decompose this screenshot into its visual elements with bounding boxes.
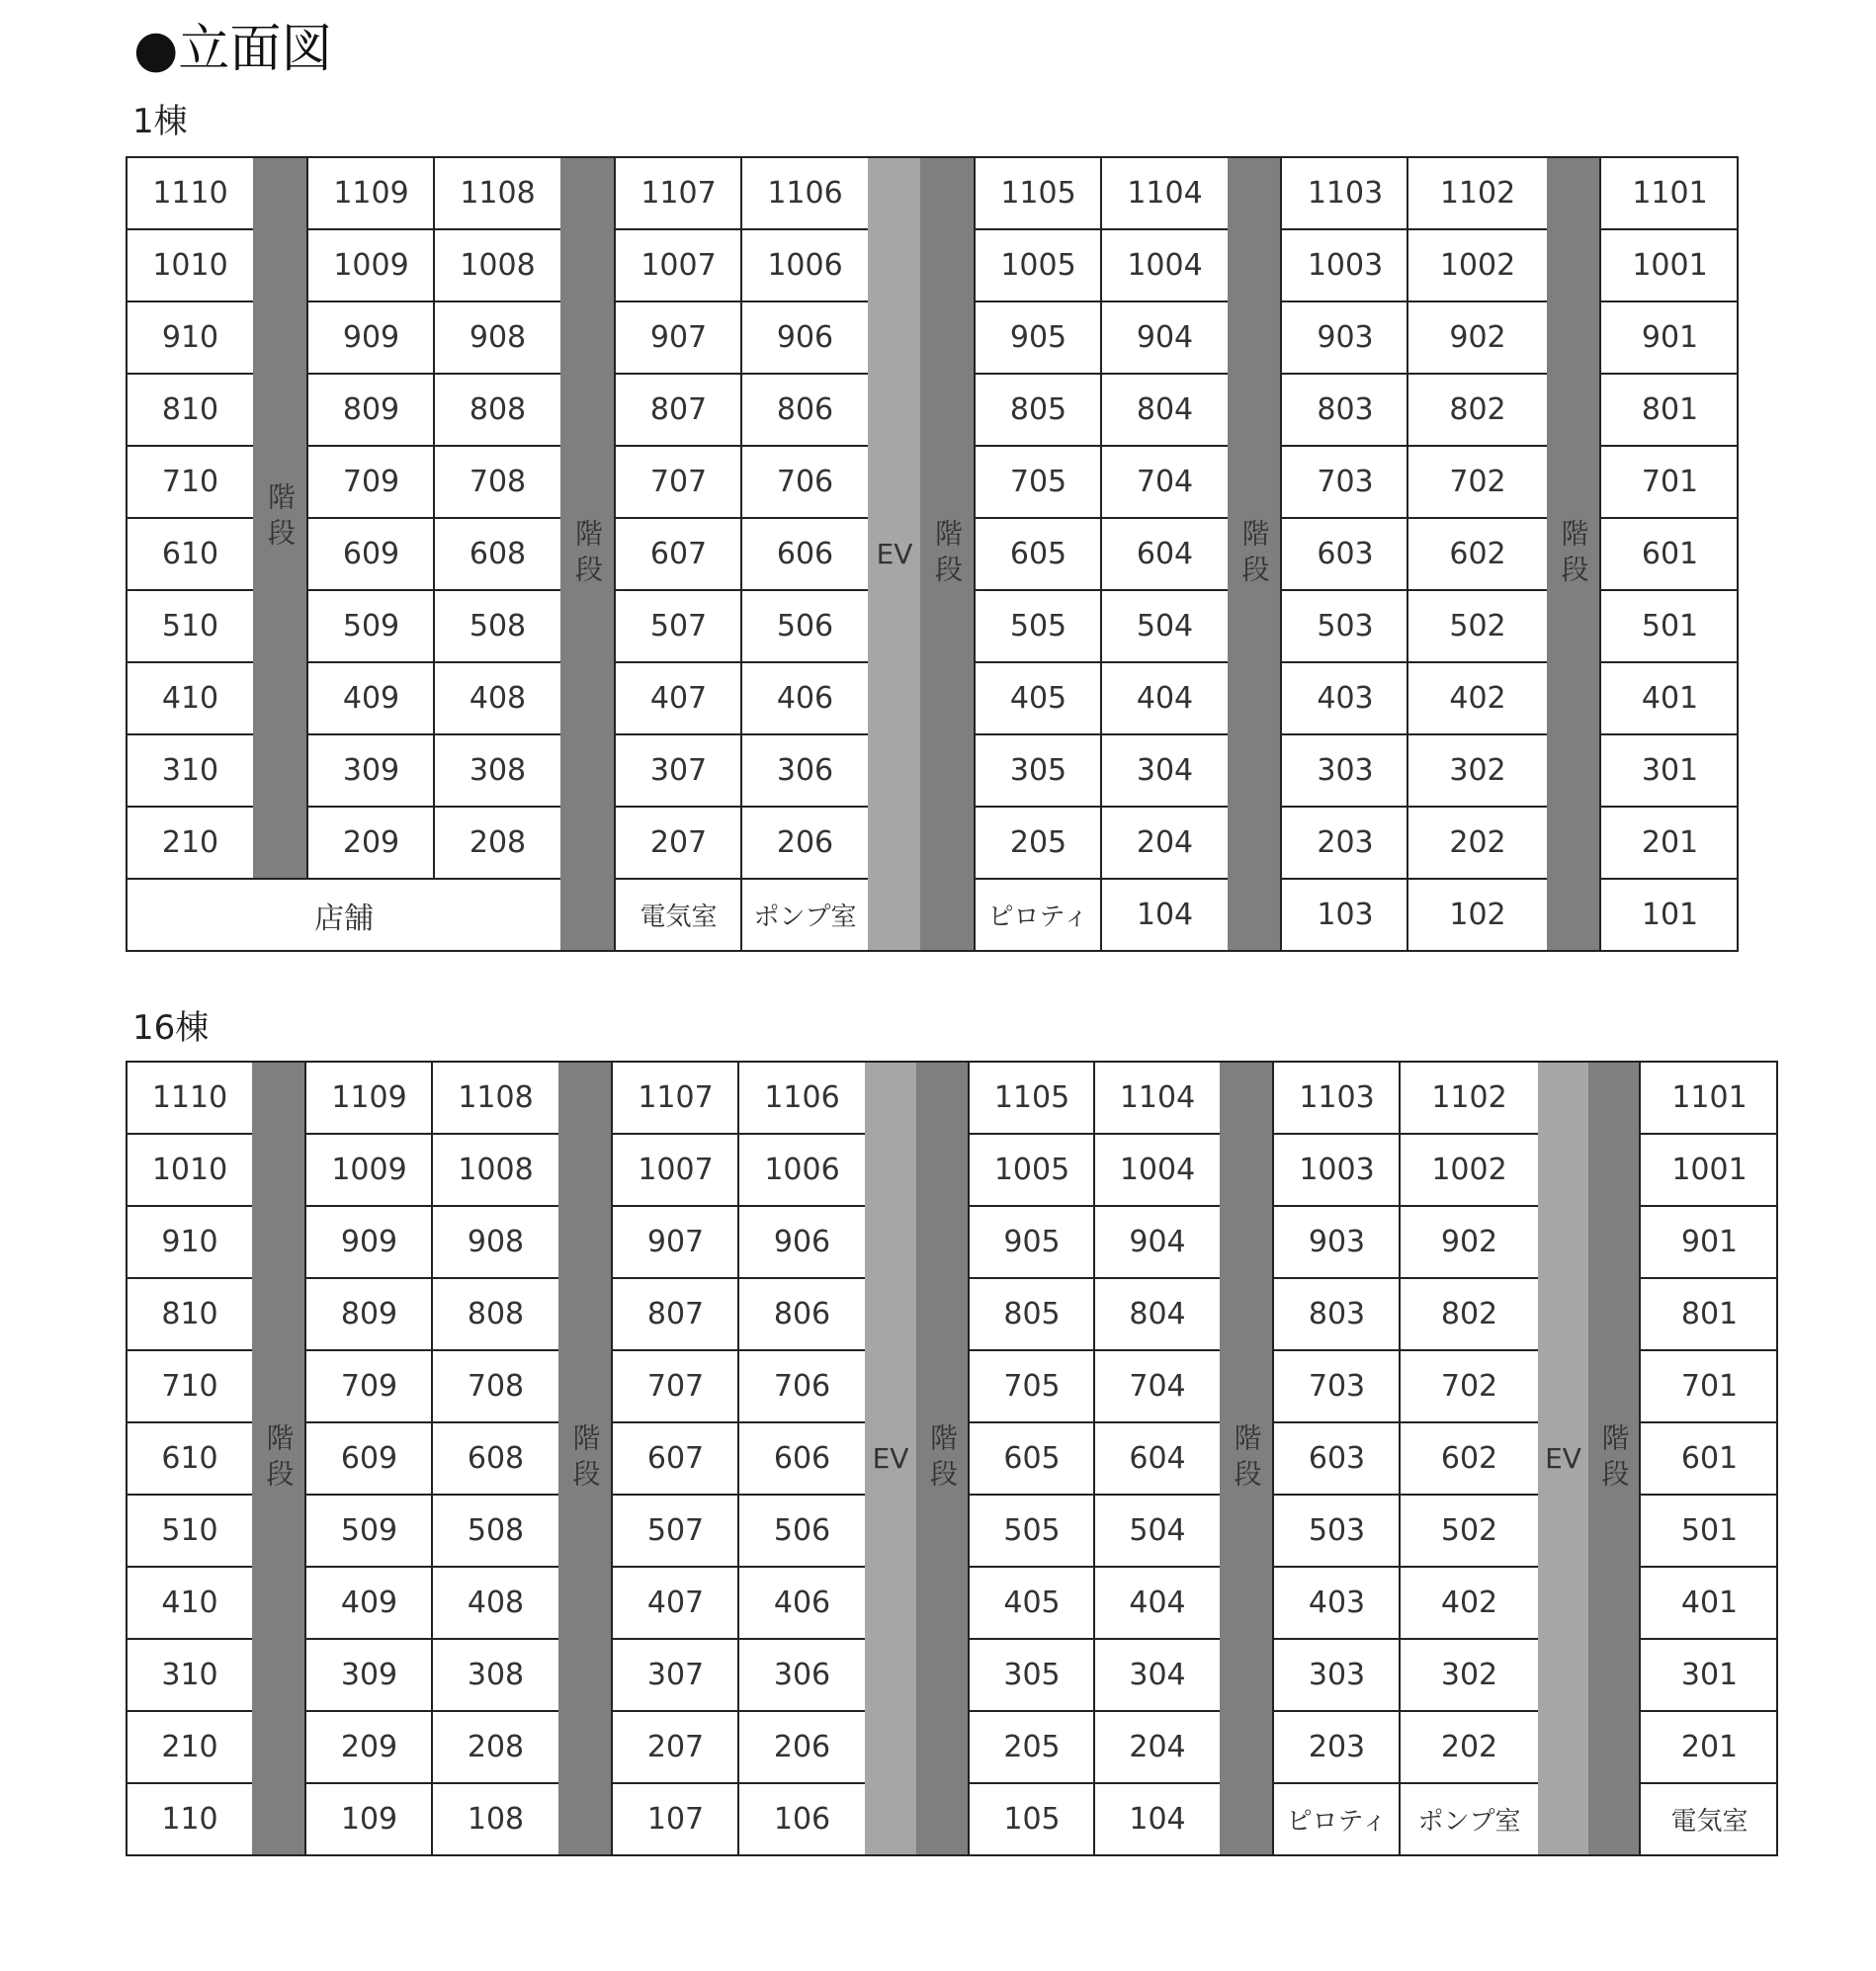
stair-label: 階段	[264, 482, 297, 554]
unit-cell: 1106	[740, 156, 868, 228]
unit-cell: 1009	[306, 228, 434, 300]
unit-cell: 1004	[1093, 1133, 1220, 1205]
unit-cell: 1107	[614, 156, 741, 228]
unit-cell: 608	[433, 517, 560, 589]
stair-label: 階段	[1557, 518, 1590, 590]
unit-cell: 103	[1280, 878, 1408, 950]
unit-cell: 1007	[611, 1133, 738, 1205]
unit-cell: 1002	[1407, 228, 1547, 300]
unit-cell: 505	[974, 589, 1101, 661]
unit-cell: 109	[304, 1782, 432, 1854]
unit-cell: 1101	[1639, 1061, 1778, 1133]
unit-cell: ピロティ	[1272, 1782, 1400, 1854]
unit-cell: 707	[611, 1349, 738, 1421]
unit-cell: 408	[433, 661, 560, 733]
unit-cell: 1001	[1599, 228, 1739, 300]
unit-cell: 405	[968, 1566, 1094, 1638]
unit-cell: 504	[1100, 589, 1228, 661]
unit-cell: 603	[1272, 1421, 1400, 1494]
unit-cell: 502	[1399, 1494, 1538, 1566]
unit-cell: 1007	[614, 228, 741, 300]
unit-cell: 807	[611, 1277, 738, 1349]
stair-shaft	[560, 156, 614, 952]
elevator-label: EV	[876, 537, 913, 570]
unit-cell: 305	[974, 733, 1101, 806]
unit-cell: 804	[1093, 1277, 1220, 1349]
unit-cell: 208	[433, 806, 560, 878]
unit-cell: 401	[1639, 1566, 1778, 1638]
elevator-label: EV	[872, 1441, 909, 1475]
unit-cell: 709	[306, 445, 434, 517]
unit-cell: 605	[974, 517, 1101, 589]
unit-cell: 1008	[433, 228, 560, 300]
stair-label: 階段	[262, 1422, 296, 1495]
unit-cell: 1003	[1272, 1133, 1400, 1205]
unit-cell: 301	[1639, 1638, 1778, 1710]
stair-label: 階段	[571, 518, 604, 590]
unit-cell: 710	[126, 1349, 252, 1421]
unit-cell: 808	[433, 373, 560, 445]
unit-cell: 410	[126, 661, 253, 733]
unit-cell: 1104	[1100, 156, 1228, 228]
unit-cell: 606	[737, 1421, 865, 1494]
unit-cell: 208	[431, 1710, 558, 1782]
unit-cell: 607	[614, 517, 741, 589]
unit-cell: 305	[968, 1638, 1094, 1710]
unit-cell: 1006	[740, 228, 868, 300]
unit-cell: 803	[1280, 373, 1408, 445]
unit-cell: 802	[1407, 373, 1547, 445]
unit-cell: 602	[1399, 1421, 1538, 1494]
unit-cell: 604	[1093, 1421, 1220, 1494]
unit-cell: 808	[431, 1277, 558, 1349]
unit-cell: 710	[126, 445, 253, 517]
unit-cell: 308	[431, 1638, 558, 1710]
unit-cell: 1010	[126, 228, 253, 300]
unit-cell: 904	[1100, 300, 1228, 373]
unit-cell: 1009	[304, 1133, 432, 1205]
unit-cell: 805	[974, 373, 1101, 445]
unit-cell: 402	[1407, 661, 1547, 733]
unit-cell: 306	[737, 1638, 865, 1710]
unit-cell: 609	[304, 1421, 432, 1494]
unit-cell: 602	[1407, 517, 1547, 589]
unit-cell: 903	[1272, 1205, 1400, 1277]
unit-cell: 102	[1407, 878, 1547, 950]
unit-cell: 606	[740, 517, 868, 589]
unit-cell: 1005	[968, 1133, 1094, 1205]
unit-cell: 404	[1093, 1566, 1220, 1638]
unit-cell: 106	[737, 1782, 865, 1854]
unit-cell: 1103	[1272, 1061, 1400, 1133]
unit-cell: 503	[1280, 589, 1408, 661]
unit-cell: 507	[614, 589, 741, 661]
unit-cell: 709	[304, 1349, 432, 1421]
unit-cell: 807	[614, 373, 741, 445]
unit-cell: 610	[126, 1421, 252, 1494]
unit-cell: ポンプ室	[1399, 1782, 1538, 1854]
unit-cell: 904	[1093, 1205, 1220, 1277]
unit-cell: 407	[614, 661, 741, 733]
unit-cell: 705	[974, 445, 1101, 517]
unit-cell: 107	[611, 1782, 738, 1854]
unit-cell: 906	[740, 300, 868, 373]
unit-cell: 804	[1100, 373, 1228, 445]
unit-cell: 704	[1100, 445, 1228, 517]
unit-cell: 504	[1093, 1494, 1220, 1566]
unit-cell: 205	[974, 806, 1101, 878]
unit-cell: 703	[1280, 445, 1408, 517]
unit-cell: 509	[304, 1494, 432, 1566]
unit-cell: 1002	[1399, 1133, 1538, 1205]
unit-cell: 801	[1639, 1277, 1778, 1349]
unit-cell: 604	[1100, 517, 1228, 589]
unit-cell: 110	[126, 1782, 252, 1854]
unit-cell: 1109	[304, 1061, 432, 1133]
unit-cell: 809	[304, 1277, 432, 1349]
unit-cell: 206	[740, 806, 868, 878]
unit-cell: 608	[431, 1421, 558, 1494]
unit-cell: 903	[1280, 300, 1408, 373]
unit-cell: 210	[126, 806, 253, 878]
unit-cell: 703	[1272, 1349, 1400, 1421]
unit-cell: 1103	[1280, 156, 1408, 228]
unit-cell: 702	[1407, 445, 1547, 517]
unit-cell: 201	[1639, 1710, 1778, 1782]
unit-cell: 506	[740, 589, 868, 661]
unit-cell: 503	[1272, 1494, 1400, 1566]
unit-cell: 509	[306, 589, 434, 661]
unit-cell: 508	[431, 1494, 558, 1566]
unit-cell: 501	[1599, 589, 1739, 661]
unit-cell: 1102	[1399, 1061, 1538, 1133]
unit-cell: 402	[1399, 1566, 1538, 1638]
unit-cell: 203	[1272, 1710, 1400, 1782]
building-1-elevation-grid	[126, 156, 1739, 952]
unit-cell: 508	[433, 589, 560, 661]
stair-label: 階段	[1230, 1422, 1263, 1495]
unit-cell: 1108	[433, 156, 560, 228]
elevator-label: EV	[1545, 1441, 1581, 1475]
unit-cell: 204	[1100, 806, 1228, 878]
unit-cell: 1108	[431, 1061, 558, 1133]
unit-cell: 306	[740, 733, 868, 806]
unit-cell: 908	[433, 300, 560, 373]
unit-cell: 803	[1272, 1277, 1400, 1349]
unit-cell: 1010	[126, 1133, 252, 1205]
unit-cell: 310	[126, 1638, 252, 1710]
unit-cell: 207	[614, 806, 741, 878]
unit-cell: 905	[974, 300, 1101, 373]
unit-cell: 704	[1093, 1349, 1220, 1421]
electrical-room-cell: 電気室	[614, 878, 741, 950]
unit-cell: 307	[611, 1638, 738, 1710]
unit-cell: 104	[1093, 1782, 1220, 1854]
unit-cell: 1005	[974, 228, 1101, 300]
unit-cell: 406	[737, 1566, 865, 1638]
stair-label: 階段	[568, 1422, 602, 1495]
unit-cell: 1104	[1093, 1061, 1220, 1133]
unit-cell: 507	[611, 1494, 738, 1566]
unit-cell: 806	[740, 373, 868, 445]
unit-cell: 309	[306, 733, 434, 806]
unit-cell: 407	[611, 1566, 738, 1638]
unit-cell: 202	[1399, 1710, 1538, 1782]
building-16-elevation-grid	[126, 1061, 1778, 1856]
unit-cell: 702	[1399, 1349, 1538, 1421]
unit-cell: 101	[1599, 878, 1739, 950]
stair-shaft	[1220, 1061, 1272, 1856]
unit-cell: 607	[611, 1421, 738, 1494]
elevator-shaft	[1538, 1061, 1588, 1856]
unit-cell: 303	[1272, 1638, 1400, 1710]
building-1-label: 1棟	[132, 102, 188, 141]
unit-cell: 609	[306, 517, 434, 589]
unit-cell: 408	[431, 1566, 558, 1638]
unit-cell: 1001	[1639, 1133, 1778, 1205]
unit-cell: 708	[433, 445, 560, 517]
unit-cell: 309	[304, 1638, 432, 1710]
unit-cell: 1110	[126, 156, 253, 228]
unit-cell: 1106	[737, 1061, 865, 1133]
unit-cell: 1004	[1100, 228, 1228, 300]
stair-label: 階段	[931, 518, 964, 590]
unit-cell: 403	[1272, 1566, 1400, 1638]
unit-cell: 210	[126, 1710, 252, 1782]
stair-label: 階段	[1597, 1422, 1631, 1495]
unit-cell: 605	[968, 1421, 1094, 1494]
pump-room-cell: ポンプ室	[740, 878, 868, 950]
unit-cell: 1105	[974, 156, 1101, 228]
unit-cell: 1105	[968, 1061, 1094, 1133]
unit-cell: 706	[737, 1349, 865, 1421]
unit-cell: 203	[1280, 806, 1408, 878]
unit-cell: 1003	[1280, 228, 1408, 300]
unit-cell: 406	[740, 661, 868, 733]
stair-shaft	[1547, 156, 1599, 952]
unit-cell: 303	[1280, 733, 1408, 806]
stair-shaft	[916, 1061, 968, 1856]
unit-cell: 601	[1599, 517, 1739, 589]
unit-cell: 805	[968, 1277, 1094, 1349]
unit-cell: 907	[611, 1205, 738, 1277]
unit-cell: 205	[968, 1710, 1094, 1782]
stair-shaft	[558, 1061, 611, 1856]
unit-cell: 906	[737, 1205, 865, 1277]
page-title: ●立面図	[133, 20, 333, 79]
unit-cell: 801	[1599, 373, 1739, 445]
unit-cell: 510	[126, 589, 253, 661]
elevator-shaft	[865, 1061, 916, 1856]
unit-cell: 603	[1280, 517, 1408, 589]
unit-cell: 905	[968, 1205, 1094, 1277]
unit-cell: 1102	[1407, 156, 1547, 228]
unit-cell: 506	[737, 1494, 865, 1566]
unit-cell: 206	[737, 1710, 865, 1782]
unit-cell: 207	[611, 1710, 738, 1782]
stair-label: 階段	[926, 1422, 959, 1495]
unit-cell: 705	[968, 1349, 1094, 1421]
unit-cell: 301	[1599, 733, 1739, 806]
unit-cell: 304	[1093, 1638, 1220, 1710]
unit-cell: 901	[1599, 300, 1739, 373]
stair-label: 階段	[1237, 518, 1271, 590]
stair-shaft	[1228, 156, 1280, 952]
unit-cell: 105	[968, 1782, 1094, 1854]
unit-cell: 310	[126, 733, 253, 806]
unit-cell: 810	[126, 373, 253, 445]
unit-cell: 電気室	[1639, 1782, 1778, 1854]
unit-cell: 108	[431, 1782, 558, 1854]
unit-cell: 1101	[1599, 156, 1739, 228]
unit-cell: 809	[306, 373, 434, 445]
unit-cell: 908	[431, 1205, 558, 1277]
unit-cell: 701	[1599, 445, 1739, 517]
elevator-shaft	[868, 156, 921, 952]
unit-cell: 302	[1399, 1638, 1538, 1710]
unit-cell: 410	[126, 1566, 252, 1638]
unit-cell: 202	[1407, 806, 1547, 878]
building-16-label: 16棟	[132, 1008, 210, 1048]
unit-cell: 907	[614, 300, 741, 373]
unit-cell: 308	[433, 733, 560, 806]
unit-cell: 204	[1093, 1710, 1220, 1782]
unit-cell: 1008	[431, 1133, 558, 1205]
unit-cell: 401	[1599, 661, 1739, 733]
unit-cell: 405	[974, 661, 1101, 733]
unit-cell: 708	[431, 1349, 558, 1421]
unit-cell: 209	[304, 1710, 432, 1782]
unit-cell: 409	[306, 661, 434, 733]
unit-cell: 902	[1407, 300, 1547, 373]
unit-cell: 707	[614, 445, 741, 517]
unit-cell: 902	[1399, 1205, 1538, 1277]
shop-cell: 店舗	[126, 878, 560, 950]
unit-cell: 909	[306, 300, 434, 373]
piloti-cell: ピロティ	[974, 878, 1101, 950]
unit-cell: 302	[1407, 733, 1547, 806]
unit-cell: 201	[1599, 806, 1739, 878]
unit-cell: 910	[126, 300, 253, 373]
unit-cell: 502	[1407, 589, 1547, 661]
unit-cell: 510	[126, 1494, 252, 1566]
unit-cell: 706	[740, 445, 868, 517]
unit-cell: 209	[306, 806, 434, 878]
unit-cell: 409	[304, 1566, 432, 1638]
unit-cell: 501	[1639, 1494, 1778, 1566]
unit-cell: 610	[126, 517, 253, 589]
unit-cell: 1110	[126, 1061, 252, 1133]
unit-cell: 304	[1100, 733, 1228, 806]
unit-cell: 910	[126, 1205, 252, 1277]
unit-cell: 601	[1639, 1421, 1778, 1494]
unit-cell: 307	[614, 733, 741, 806]
unit-cell: 104	[1100, 878, 1228, 950]
unit-cell: 909	[304, 1205, 432, 1277]
unit-cell: 403	[1280, 661, 1408, 733]
unit-cell: 701	[1639, 1349, 1778, 1421]
stair-shaft	[253, 156, 306, 880]
stair-shaft	[1588, 1061, 1639, 1856]
stair-shaft	[920, 156, 974, 952]
unit-cell: 1107	[611, 1061, 738, 1133]
unit-cell: 810	[126, 1277, 252, 1349]
stair-shaft	[252, 1061, 304, 1856]
unit-cell: 901	[1639, 1205, 1778, 1277]
unit-cell: 404	[1100, 661, 1228, 733]
unit-cell: 1006	[737, 1133, 865, 1205]
unit-cell: 806	[737, 1277, 865, 1349]
unit-cell: 505	[968, 1494, 1094, 1566]
unit-cell: 1109	[306, 156, 434, 228]
unit-cell: 802	[1399, 1277, 1538, 1349]
